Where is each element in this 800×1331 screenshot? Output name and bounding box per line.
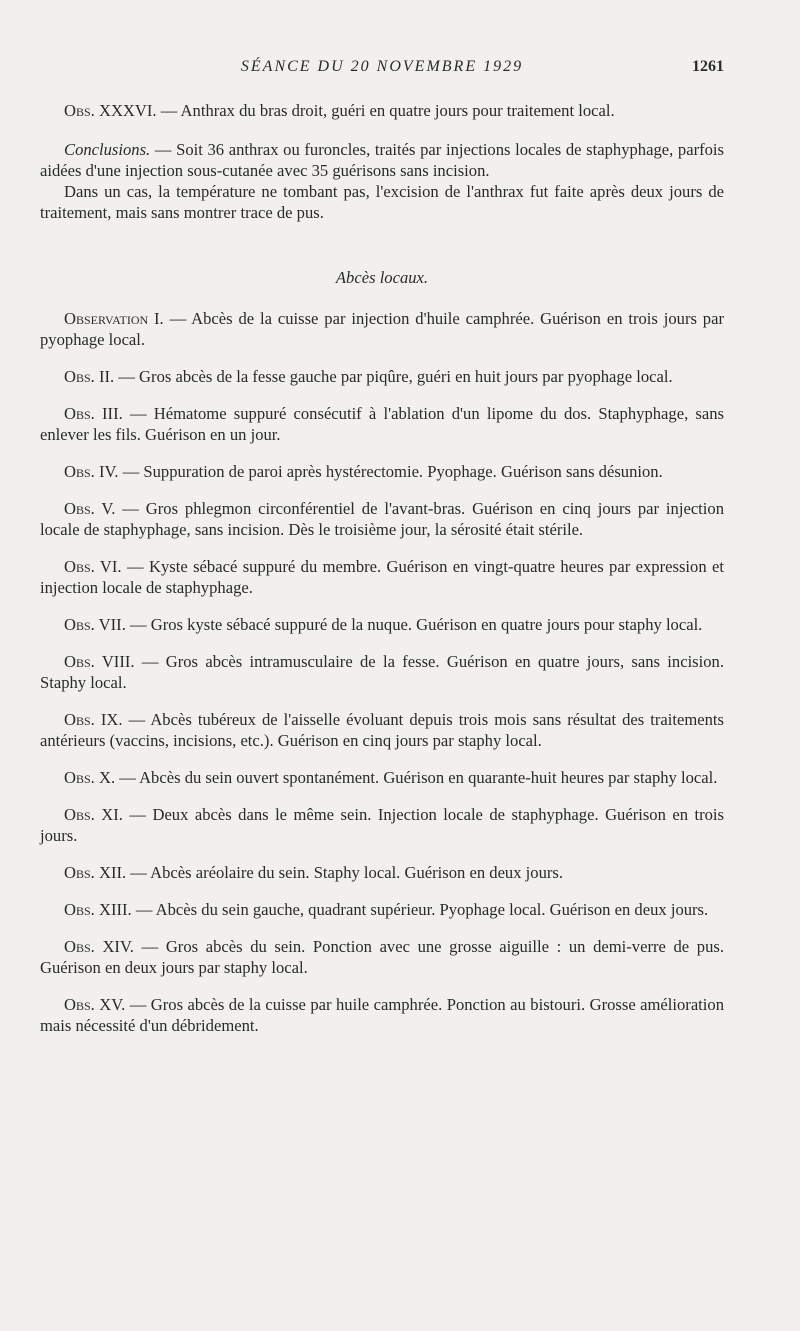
- obs-text: XIV. — Gros abcès du sein. Ponction avec une grosse aiguille : un demi-verre de pus. Guérison en deux jours par staphy local.: [40, 937, 724, 977]
- obs-label: Obs.: [64, 499, 95, 518]
- observation-12: [40, 862, 724, 883]
- obs-text: V. — Gros phlegmon circonférentiel de l'avant-bras. Guérison en cinq jours par injection locale de staphyphage, sans incision. Dès le troisième jour, la sérosité était stérile.: [40, 499, 724, 539]
- obs-text: VI. — Kyste sébacé suppuré du membre. Guérison en vingt-quatre heures par expression et injection locale de staphyphage.: [40, 557, 724, 597]
- observation-2: [40, 366, 724, 387]
- obs-label: Obs.: [64, 101, 95, 120]
- observation-13: [40, 899, 724, 920]
- obs-label: Obs.: [64, 462, 95, 481]
- page-number: 1261: [692, 58, 724, 75]
- obs-label: Obs.: [64, 615, 95, 634]
- obs-label: Obs.: [64, 900, 95, 919]
- observation-14: [40, 936, 724, 978]
- obs-text: IX. — Abcès tubéreux de l'aisselle évoluant depuis trois mois sans résultat des traitements antérieurs (vaccins, incisions, etc.). Guérison en cinq jours par staphy local.: [40, 710, 725, 750]
- page-body: [40, 100, 724, 1036]
- obs-label: Obs.: [64, 557, 95, 576]
- conclusions-paragraph: [40, 139, 724, 181]
- obs-36: [40, 100, 724, 121]
- section-title: Abcès locaux.: [335, 268, 429, 287]
- header-title: SÉANCE DU 20 NOVEMBRE 1929: [240, 58, 524, 75]
- obs-label: Obs.: [64, 768, 95, 787]
- observation-4: [40, 461, 724, 482]
- observation-15: [40, 994, 724, 1036]
- conclusions-label: Conclusions.: [64, 140, 151, 159]
- observation-3: [40, 403, 724, 445]
- observation-11: [40, 804, 724, 846]
- obs-label: Obs.: [64, 937, 95, 956]
- obs-text: I. — Abcès de la cuisse par injection d'huile camphrée. Guérison en trois jours par pyophage local.: [40, 309, 724, 349]
- obs-text: XI. — Deux abcès dans le même sein. Injection locale de staphyphage. Guérison en trois jours.: [40, 805, 724, 845]
- obs-text: XV. — Gros abcès de la cuisse par huile camphrée. Ponction au bistouri. Grosse amélioration mais nécessité d'un débridement.: [40, 995, 725, 1035]
- obs-text: II. — Gros abcès de la fesse gauche par piqûre, guéri en huit jours par pyophage local.: [98, 367, 673, 386]
- obs-label: Observation: [64, 309, 149, 328]
- observation-6: [40, 556, 724, 598]
- running-header: [40, 58, 724, 82]
- observation-10: [40, 767, 724, 788]
- obs-text: XII. — Abcès aréolaire du sein. Staphy local. Guérison en deux jours.: [98, 863, 564, 882]
- conclusions-text: — Soit 36 anthrax ou furoncles, traités par injections locales de staphyphage, parfois aidées d'une injection sous-cutanée avec 35 guérisons sans incision.: [40, 140, 724, 180]
- observation-5: [40, 498, 724, 540]
- excision-paragraph: Dans un cas, la température ne tombant pas, l'excision de l'anthrax fut faite après deux jours de traitement, mais sans montrer trace de pus.: [40, 182, 724, 222]
- obs-label: Obs.: [64, 863, 95, 882]
- observation-8: [40, 651, 724, 693]
- obs-label: Obs.: [64, 995, 95, 1014]
- obs-text: XIII. — Abcès du sein gauche, quadrant supérieur. Pyophage local. Guérison en deux jours.: [98, 900, 709, 919]
- obs-label: Obs.: [64, 404, 95, 423]
- obs-text: VIII. — Gros abcès intramusculaire de la fesse. Guérison en quatre jours, sans incision. Staphy local.: [40, 652, 724, 692]
- obs-label: Obs.: [64, 652, 95, 671]
- obs-label: Obs.: [64, 710, 95, 729]
- obs-label: Obs.: [64, 367, 95, 386]
- obs-text: IV. — Suppuration de paroi après hystérectomie. Pyophage. Guérison sans désunion.: [98, 462, 663, 481]
- obs-text: X. — Abcès du sein ouvert spontanément. Guérison en quarante-huit heures par staphy local.: [98, 768, 718, 787]
- observation-7: [40, 614, 724, 635]
- obs-text: III. — Hématome suppuré consécutif à l'ablation d'un lipome du dos. Staphyphage, sans enlever les fils. Guérison en un jour.: [40, 404, 724, 444]
- obs-label: Obs.: [64, 805, 95, 824]
- obs-text: XXXVI. — Anthrax du bras droit, guéri en quatre jours pour traitement local.: [98, 101, 615, 120]
- obs-text: VII. — Gros kyste sébacé suppuré de la nuque. Guérison en quatre jours pour staphy local.: [98, 615, 703, 634]
- observation-list: [40, 308, 724, 1036]
- observation-9: [40, 709, 724, 751]
- observation-1: [40, 308, 724, 350]
